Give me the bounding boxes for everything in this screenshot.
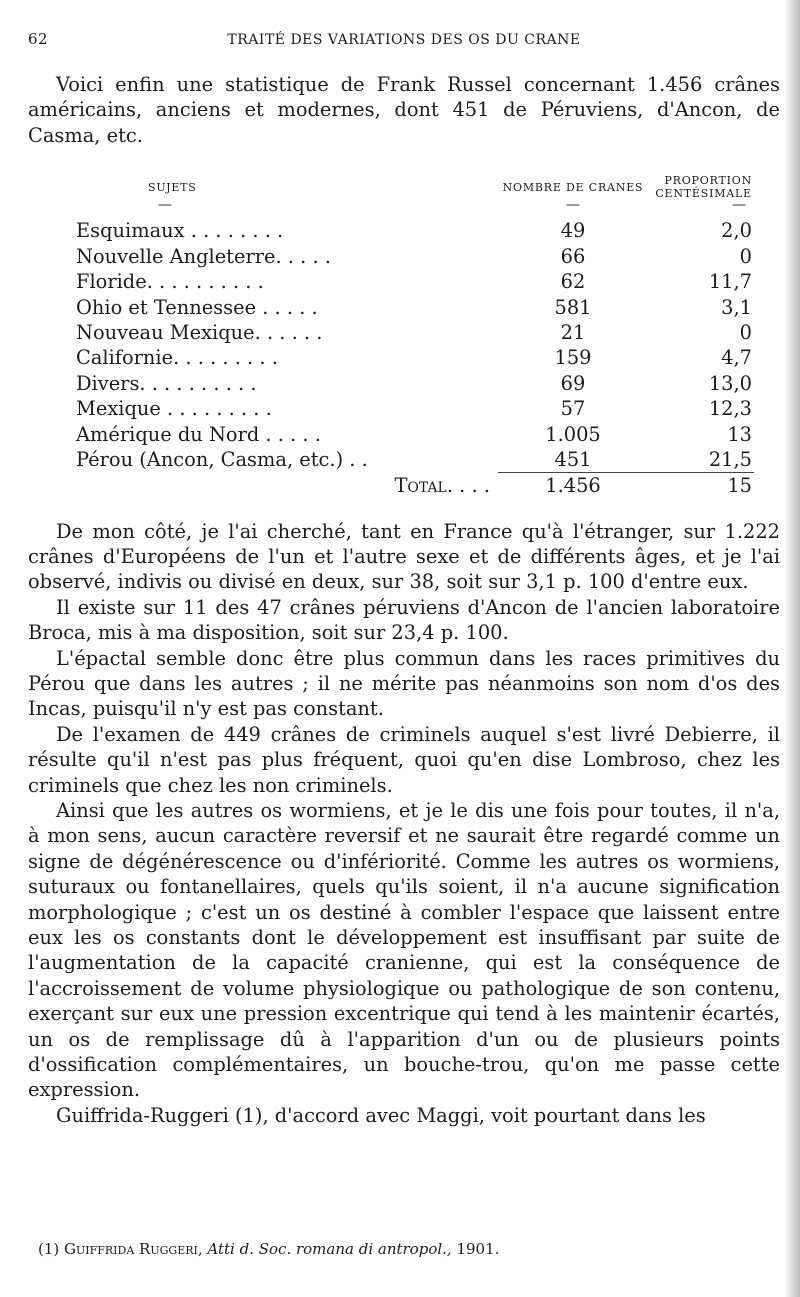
row-proportion: 0 [739,320,752,344]
row-count: 57 [560,397,586,421]
table-row [28,396,754,421]
row-proportion: 3,1 [721,295,752,319]
row-proportion: 4,7 [721,346,752,370]
row-proportion: 11,7 [708,270,752,294]
scan-edge-shadow [784,0,800,1297]
row-proportion: 13,0 [708,371,752,395]
book-page [28,30,780,1128]
table-row [28,269,754,294]
row-subject: Floride. . . . . . . . . . [76,270,264,294]
total-count: 1.456 [498,473,648,499]
footnote-author: Guiffrida Ruggeri, [64,1240,203,1258]
row-subject: Amérique du Nord . . . . . [76,422,321,446]
row-count: 21 [560,320,586,344]
table-row [28,294,754,319]
row-proportion: 2,0 [721,219,752,243]
row-count: 1.005 [545,422,601,446]
table-header-row [28,174,754,200]
row-subject: Nouveau Mexique. . . . . . [76,320,323,344]
row-proportion: 12,3 [708,397,752,421]
table-row [28,421,754,446]
table-row [28,371,754,396]
statistics-table [28,174,754,498]
header-proportion: PROPORTION CENTÉSIMALE [655,174,752,201]
paragraph: Ainsi que les autres os wormiens, et je le dis une fois pour toutes, il n'a, à mon sens, aucun caractère reversif et ne saurait être regardé comme un signe de dégénérescence ou d'infériorité. Comme les autres os wormiens, suturaux ou fontanellaires, quels qu'ils soient, il n'a aucune signification morphologique ; c'est un os destiné à combler l'espace que laissent entre eux les os constants dont le développement est insuffisant par suite de l'augmentation de la capacité cranienne, qui est la conséquence de l'accroissement de volume physiologique ou pathologique de son contenu, exerçant sur eux une pression excentrique qui tend à les maintenir écartés, un os de remplissage dû à l'apparition d'un ou de plusieurs points d'ossification complémentaires, un bouche-trou, qu'on me passe cette expression. [28,798,780,1102]
footnote-title: Atti d. Soc. romana di antropol., [207,1240,452,1258]
row-subject: Pérou (Ancon, Casma, etc.) . . [76,448,368,472]
table-row [28,345,754,370]
table-row [28,447,754,473]
row-subject: Californie. . . . . . . . . [76,346,278,370]
footnote-year: 1901. [456,1240,500,1258]
dash-subjects: — [158,197,172,214]
row-count: 62 [560,270,586,294]
dash-proportion: — [732,197,746,214]
row-subject: Mexique . . . . . . . . . [76,397,272,421]
paragraph: L'épactal semble donc être plus commun dans les races primitives du Pérou que dans les autres ; il ne mérite pas néanmoins son nom d'os des Incas, puisqu'il n'y est pas constant. [28,646,780,721]
intro-paragraph: Voici enfin une statistique de Frank Russel concernant 1.456 crânes américains, anciens et modernes, dont 451 de Péruviens, d'Ancon, de Casma, etc. [28,73,780,147]
row-subject: Nouvelle Angleterre. . . . . [76,244,331,268]
row-proportion: 13 [727,422,752,446]
row-count: 451 [554,447,592,471]
table-row [28,244,754,269]
page-header [28,30,780,54]
running-title: TRAITÉ DES VARIATIONS DES OS DU CRANE [227,32,581,48]
header-dash-row [28,200,754,218]
row-subject: Divers. . . . . . . . . . [76,371,257,395]
dash-count: — [566,197,580,214]
page-number: 62 [28,30,49,48]
total-label: Total. . . . [394,474,490,498]
total-proportion: 15 [648,473,754,499]
row-count: 159 [554,346,592,370]
row-subject: Ohio et Tennessee . . . . . [76,295,318,319]
row-count: 49 [560,219,586,243]
body-text [28,519,780,1129]
total-row [28,473,754,499]
row-count: 66 [560,244,586,268]
paragraph: De mon côté, je l'ai cherché, tant en France qu'à l'étranger, sur 1.222 crânes d'Européens de l'un et l'autre sexe et de différents âges, et je l'ai observé, indivis ou divisé en deux, sur 38, soit sur 3,1 p. 100 d'entre eux. [28,519,780,594]
footnote-marker: (1) [38,1240,60,1258]
paragraph: Il existe sur 11 des 47 crânes péruviens d'Ancon de l'ancien laboratoire Broca, mis à ma disposition, soit sur 23,4 p. 100. [28,595,780,645]
paragraph: De l'examen de 449 crânes de criminels auquel s'est livré Debierre, il résulte qu'il n'est pas plus fréquent, quoi qu'en dise Lombroso, chez les criminels que chez les non criminels. [28,722,780,797]
header-count: NOMBRE DE CRANES [502,180,644,194]
row-count: 69 [560,371,586,395]
row-proportion: 21,5 [708,447,752,471]
row-count: 581 [554,295,592,319]
table-row [28,320,754,345]
row-proportion: 0 [739,244,752,268]
table-row [28,218,754,243]
header-subjects: SUJETS [148,180,197,194]
row-subject: Esquimaux . . . . . . . . [76,219,284,243]
paragraph: Guiffrida-Ruggeri (1), d'accord avec Maggi, voit pourtant dans les [56,1103,706,1127]
footnote [38,1240,778,1258]
